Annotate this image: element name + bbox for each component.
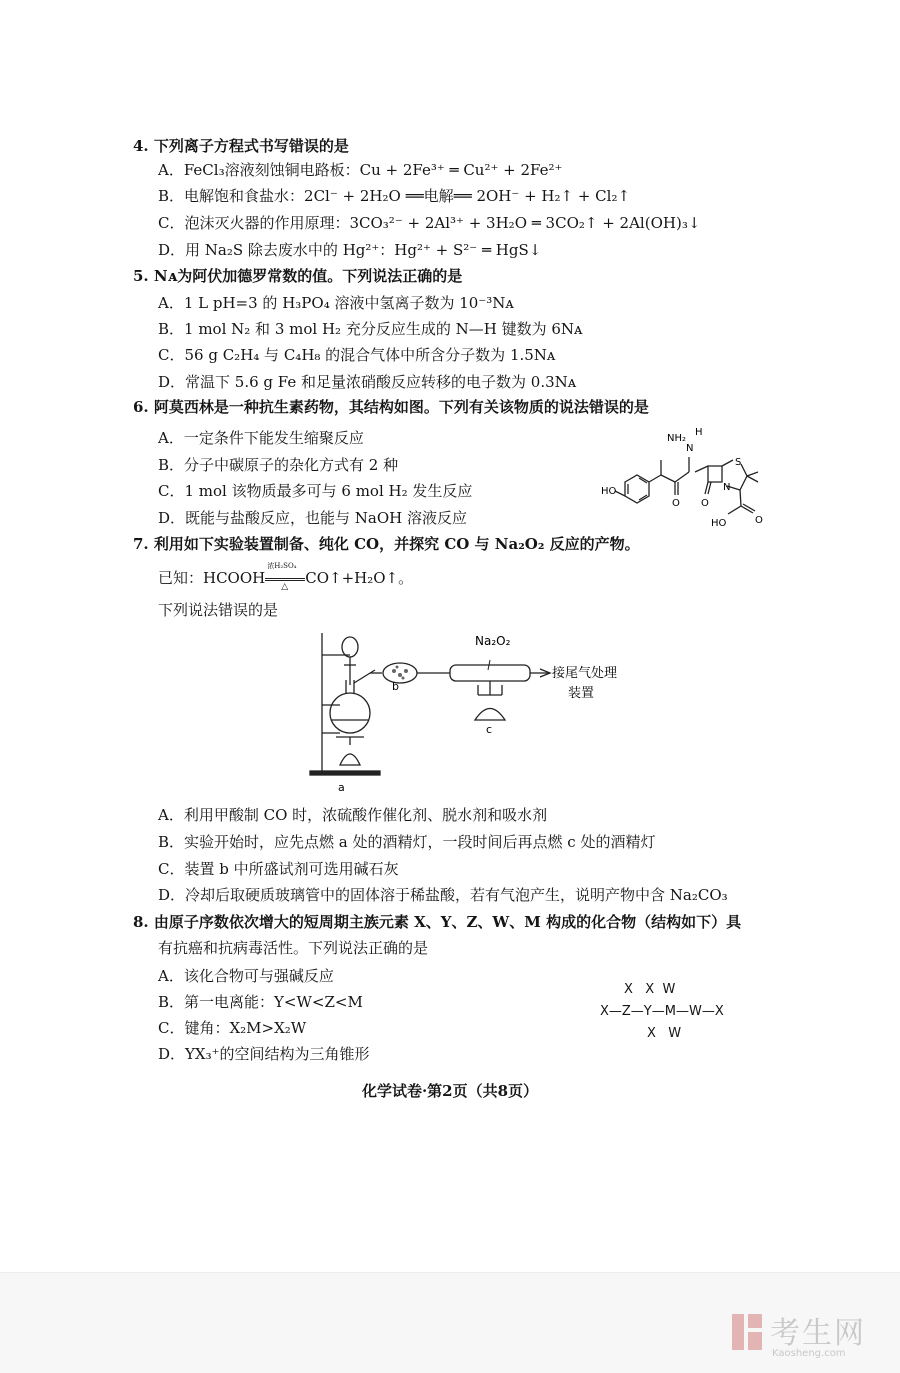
q8-structure-mid-row: X—Z—Y—M—W—X bbox=[600, 1004, 724, 1019]
q7-cond-bottom: △ bbox=[281, 582, 289, 592]
q4-option-a: A．FeCl₃溶液刻蚀铜电路板：Cu + 2Fe³⁺ ═ Cu²⁺ + 2Fe²⁺ bbox=[158, 161, 563, 179]
q4-option-b: B．电解饱和食盐水：2Cl⁻ + 2H₂O ══电解══ 2OH⁻ + H₂↑ + Cl₂↑ bbox=[158, 187, 631, 205]
q7-option-a: A．利用甲酸制 CO 时，浓硫酸作催化剂、脱水剂和吸水剂 bbox=[158, 806, 548, 824]
structure-o3-label: O bbox=[755, 515, 763, 526]
q7-option-c: C．装置 b 中所盛试剂可选用碱石灰 bbox=[158, 860, 399, 878]
structure-hooc-label: HO bbox=[711, 518, 727, 529]
watermark-logo-icon bbox=[730, 1310, 766, 1354]
q4-option-c: C．泡沫灭火器的作用原理：3CO₃²⁻ + 2Al³⁺ + 3H₂O ═ 3CO₂↑ + 2Al(OH)₃↓ bbox=[158, 214, 701, 232]
structure-nh2-label: NH₂ bbox=[667, 433, 687, 444]
q8-option-b: B．第一电离能：Y<W<Z<M bbox=[158, 993, 363, 1011]
apparatus-tail-line2: 装置 bbox=[568, 686, 595, 701]
structure-n2-label: N bbox=[723, 482, 731, 493]
q6-option-a: A．一定条件下能发生缩聚反应 bbox=[158, 429, 364, 447]
apparatus-label-b: b bbox=[392, 680, 399, 693]
q5-option-d: D．常温下 5.6 g Fe 和足量浓硝酸反应转移的电子数为 0.3Nᴀ bbox=[158, 373, 577, 391]
q7-cond-top: 浓H₂SO₄ bbox=[267, 562, 297, 570]
structure-o2-label: O bbox=[701, 498, 709, 509]
watermark-url: Kaosheng.com bbox=[772, 1348, 846, 1359]
apparatus-na2o2-label: Na₂O₂ bbox=[475, 634, 511, 648]
apparatus-diagram bbox=[300, 625, 630, 795]
page-footer: 化学试卷·第2页（共8页） bbox=[361, 1082, 539, 1100]
structure-h-label: H bbox=[695, 427, 703, 438]
q6-option-d: D．既能与盐酸反应，也能与 NaOH 溶液反应 bbox=[158, 509, 468, 527]
q7-known-prefix: 已知：HCOOH bbox=[158, 569, 266, 587]
q6-option-c: C．1 mol 该物质最多可与 6 mol H₂ 发生反应 bbox=[158, 482, 473, 500]
q8-option-a: A．该化合物可与强碱反应 bbox=[158, 967, 334, 985]
q7-sub-stem: 下列说法错误的是 bbox=[158, 601, 279, 619]
apparatus-label-c: c bbox=[486, 723, 493, 736]
q6-stem: 6. 阿莫西林是一种抗生素药物，其结构如图。下列有关该物质的说法错误的是 bbox=[133, 398, 649, 416]
watermark-brand: 考生网 bbox=[770, 1316, 866, 1351]
q7-known bbox=[158, 562, 414, 592]
q8-stem-line2: 有抗癌和抗病毒活性。下列说法正确的是 bbox=[158, 939, 429, 957]
q7-known-suffix: CO↑+H₂O↑。 bbox=[305, 569, 414, 587]
q7-option-d: D．冷却后取硬质玻璃管中的固体溶于稀盐酸，若有气泡产生，说明产物中含 Na₂CO₃ bbox=[158, 886, 728, 904]
structure-ho-label: HO bbox=[601, 486, 617, 497]
q5-option-a: A．1 L pH=3 的 H₃PO₄ 溶液中氢离子数为 10⁻³Nᴀ bbox=[158, 294, 514, 312]
q8-structure-bottom-row: X W bbox=[647, 1026, 682, 1041]
q8-stem-line1: 8. 由原子序数依次增大的短周期主族元素 X、Y、Z、W、M 构成的化合物（结构如下）具 bbox=[133, 913, 742, 931]
q7-reaction-arrow bbox=[265, 562, 305, 592]
amoxicillin-structure-diagram bbox=[595, 420, 785, 535]
apparatus-tail-line1: 接尾气处理 bbox=[552, 666, 618, 681]
q7-stem: 7. 利用如下实验装置制备、纯化 CO，并探究 CO 与 Na₂O₂ 反应的产物。 bbox=[133, 535, 640, 553]
q6-option-b: B．分子中碳原子的杂化方式有 2 种 bbox=[158, 456, 399, 474]
structure-s-label: S bbox=[735, 457, 742, 468]
structure-o1-label: O bbox=[672, 498, 680, 509]
q4-option-d: D．用 Na₂S 除去废水中的 Hg²⁺：Hg²⁺ + S²⁻ ═ HgS↓ bbox=[158, 241, 542, 259]
q5-option-c: C．56 g C₂H₄ 与 C₄H₈ 的混合气体中所含分子数为 1.5Nᴀ bbox=[158, 346, 556, 364]
q7-option-b: B．实验开始时，应先点燃 a 处的酒精灯，一段时间后再点燃 c 处的酒精灯 bbox=[158, 833, 656, 851]
structure-n1-label: N bbox=[686, 443, 694, 454]
q8-structure bbox=[600, 982, 750, 1046]
q5-stem: 5. Nᴀ为阿伏加德罗常数的值。下列说法正确的是 bbox=[133, 267, 463, 285]
q8-structure-top-row: X X W bbox=[624, 982, 676, 997]
q8-option-c: C．键角：X₂M>X₂W bbox=[158, 1019, 307, 1037]
apparatus-label-a: a bbox=[338, 781, 345, 794]
q4-stem: 4. 下列离子方程式书写错误的是 bbox=[133, 137, 349, 155]
q5-option-b: B．1 mol N₂ 和 3 mol H₂ 充分反应生成的 N—H 键数为 6Nᴀ bbox=[158, 320, 583, 338]
q8-option-d: D．YX₃⁺的空间结构为三角锥形 bbox=[158, 1045, 370, 1063]
